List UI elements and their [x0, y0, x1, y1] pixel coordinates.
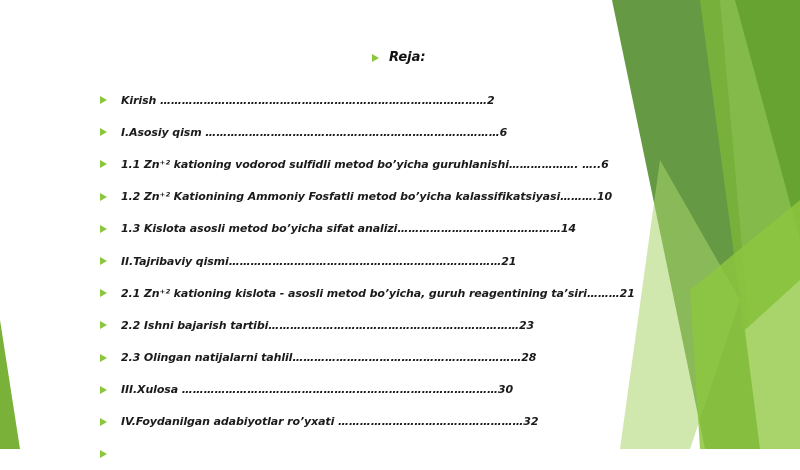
toc-item [100, 438, 620, 470]
toc-item [100, 374, 620, 406]
bullet-arrow-icon [100, 321, 107, 329]
toc-item [100, 116, 620, 148]
bullet-arrow-icon [100, 225, 107, 233]
bullet-arrow-icon [100, 289, 107, 297]
bullet-arrow-icon [100, 257, 107, 265]
toc-item-label: I.Asosiy qism ………………………………………………………………………6 [121, 125, 508, 139]
toc-item-label: II.Tajribaviy qismi…………………………………………………………………21 [121, 254, 517, 268]
bullet-arrow-icon [100, 354, 107, 362]
bullet-arrow-icon [100, 96, 107, 104]
bullet-arrow-icon [100, 160, 107, 168]
toc-item [100, 245, 620, 277]
toc-item-label: IV.Foydanilgan adabiyotlar ro’yxati ……………………………………………32 [121, 415, 539, 429]
toc-item [100, 406, 620, 438]
toc-item-label: 2.3 Olingan natijalarni tahlil………………………………………………………28 [121, 351, 537, 365]
bullet-arrow-icon [100, 128, 107, 136]
toc-item [100, 213, 620, 245]
bullet-arrow-icon [100, 386, 107, 394]
toc-item-label: III.Xulosa ……………………………………………………………………………30 [121, 383, 514, 397]
toc-item-label: 2.1 Zn⁺² kationing kislota - asosli metod bo’yicha, guruh reagentining ta’siri………21 [121, 286, 635, 300]
toc-item [100, 84, 620, 116]
bullet-arrow-icon [100, 418, 107, 426]
title-text: Reja: [389, 50, 426, 65]
bullet-arrow-icon [100, 193, 107, 201]
toc-item-label: 1.2 Zn⁺² Kationining Ammoniy Fosfatli metod bo’yicha kalassifikatsiyasi……….10 [121, 190, 613, 204]
toc-item [100, 181, 620, 213]
toc-item [100, 309, 620, 341]
toc-item [100, 277, 635, 309]
table-of-contents [100, 84, 635, 470]
toc-item-label: 1.1 Zn⁺² kationing vodorod sulfidli metod bo’yicha guruhlanishi………………. …..6 [121, 157, 609, 171]
toc-item-label: 1.3 Kislota asosli metod bo’yicha sifat analizi………………………………………14 [121, 222, 576, 236]
bullet-arrow-icon [100, 450, 107, 458]
toc-item-label: Kirish ………………………………………………………………………………2 [121, 93, 495, 107]
toc-item-label: 2.2 Ishni bajarish tartibi……………………………………………………………23 [121, 318, 535, 332]
bullet-arrow-icon [372, 54, 379, 62]
slide-title [372, 50, 426, 65]
toc-item [100, 148, 620, 180]
toc-item [100, 342, 620, 374]
